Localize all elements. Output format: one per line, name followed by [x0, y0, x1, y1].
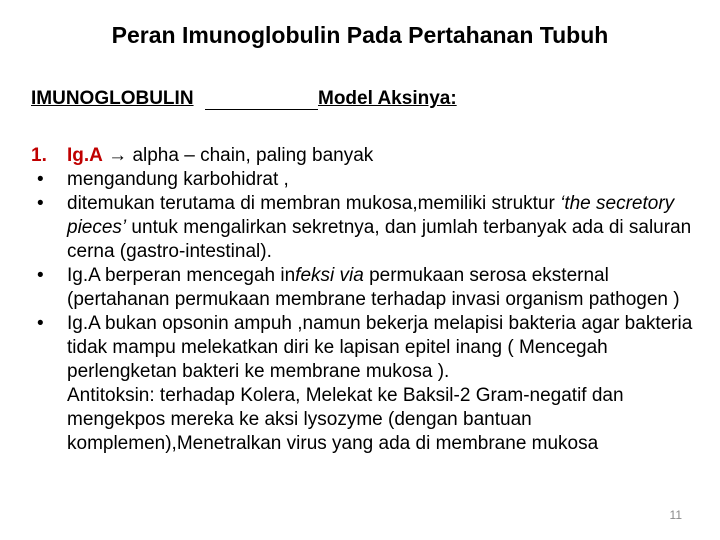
list-item-iga — [31, 144, 701, 168]
list-item-antitoxin — [31, 384, 701, 456]
slide-title: Peran Imunoglobulin Pada Pertahanan Tubuh — [111, 22, 609, 48]
bullet-icon: • — [37, 265, 44, 286]
list-item — [31, 192, 701, 264]
bullet-text: Ig.A berperan mencegah in — [67, 265, 296, 286]
iga-label: Ig.A — [67, 145, 103, 166]
bullet-text: mengandung karbohidrat , — [67, 169, 289, 190]
bullet-text-italic: ‘the secretory pieces’ — [67, 193, 675, 238]
bullet-icon: • — [37, 193, 44, 214]
arrow-icon: → — [108, 145, 128, 166]
bullet-icon: • — [37, 169, 44, 190]
list-item — [31, 264, 701, 312]
iga-description: alpha – chain, paling banyak — [127, 145, 374, 166]
header-underline-gap — [205, 109, 318, 110]
header-model-aksi: Model Aksinya: — [318, 88, 457, 109]
bullet-icon: • — [37, 313, 44, 334]
page-number: 11 — [669, 508, 682, 522]
bullet-text: ditemukan terutama di membran mukosa,memiliki struktur — [67, 193, 561, 214]
bullet-text-rest: permukaan serosa eksternal (pertahanan permukaan membrane terhadap invasi organism pathogen ) — [67, 265, 680, 310]
bullet-text: Ig.A bukan opsonin ampuh ,namun bekerja melapisi bakteria agar bakteria tidak mampu melekatkan diri ke lapisan epitel inang ( Mencegah perlengketan bakteri ke membrane mukosa ). — [67, 313, 693, 382]
antitoxin-text: Antitoksin: terhadap Kolera, Melekat ke Baksil-2 Gram-negatif dan mengekpos mereka ke aksi lysozyme (dengan bantuan komplemen),Menetralkan virus yang ada di membrane mukosa — [67, 385, 624, 454]
content-list — [31, 144, 701, 456]
list-item — [31, 168, 701, 192]
bullet-text-rest: untuk mengalirkan sekretnya, dan jumlah terbanyak ada di saluran cerna (gastro-intestinal). — [67, 217, 692, 262]
item-number: 1. — [31, 145, 47, 166]
header-immunoglobulin: IMUNOGLOBULIN — [31, 88, 194, 109]
bullet-text-italic: feksi via — [295, 265, 364, 286]
list-item — [31, 312, 701, 384]
